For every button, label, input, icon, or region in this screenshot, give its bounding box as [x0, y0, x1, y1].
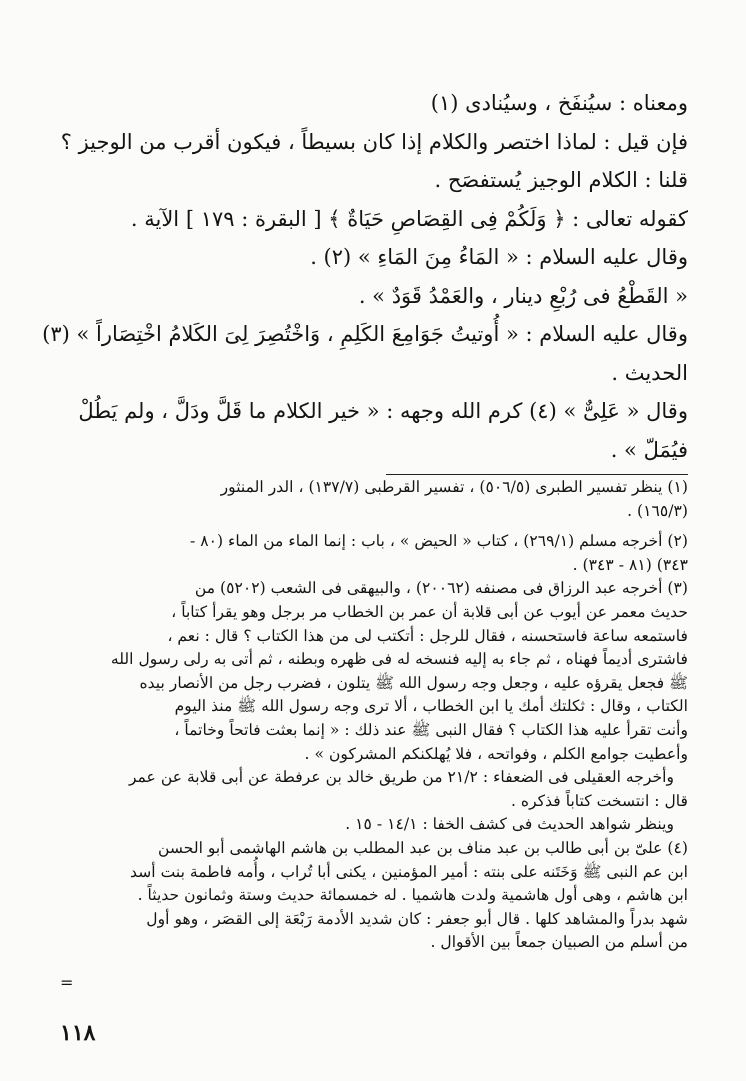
footnote-line: الكتاب ، وقال : ثكلتك أمك يا ابن الخطاب ، ألا ترى وجه رسول الله ﷺ منذ اليوم [174, 697, 688, 716]
main-line: فإن قيل : لماذا اختصر والكلام إذا كان بسيطاً ، فيكون أقرب من الوجيز ؟ [60, 129, 688, 154]
footnote-line: (٢) أخرجه مسلم (٢٦٩/١) ، كتاب « الحيض » ، باب : إنما الماء من الماء (٨٠ - [190, 532, 688, 551]
footnote-line: قال : انتسخت كتاباً فذكره . [510, 791, 688, 810]
main-line: فيُمَلّ » . [610, 437, 688, 462]
footnote-line: ٣٤٣) (٨١ - ٣٤٣) . [572, 555, 688, 574]
main-line: قلنا : الكلام الوجيز يُستفصَح . [434, 168, 688, 192]
footnote-line: ابن عم النبى ﷺ وَخَتَنه على بنته : أمير المؤمنين ، يكنى أبا تُراب ، وأُمه فاطمة بنت أسد [130, 862, 688, 881]
main-line: ومعناه : سيُنفَخ ، وسيُنادى (١) [430, 91, 688, 115]
footnote-line: من أسلم من الصبيان جمعاً بين الأقوال . [430, 933, 688, 952]
footnote-line: فاشترى أديماً فهناه ، ثم جاء به إليه فنسخه له فى ظهره وبطنه ، ثم أتى به رلى رسول الله [110, 650, 688, 669]
main-line: وقال عليه السلام : « المَاءُ مِنَ المَاءِ » (٢) . [310, 245, 688, 269]
main-line: كقوله تعالى : ﴿ وَلَكُمْ فِى القِصَاصِ حَيَاةٌ ﴾ [ البقرة : ١٧٩ ] الآية . [130, 206, 688, 231]
footnote-line: (١٦٥/٣) . [627, 501, 688, 520]
continuation-mark: = [60, 973, 74, 992]
footnote-line: حديث معمر عن أيوب عن أبى قلابة أن عمر بن الخطاب مر برجل وهو يقرأ كتاباً ، [171, 602, 688, 621]
footnotes [58, 476, 688, 955]
footnote-line: وينظر شواهد الحديث فى كشف الخفا : ١٤/١ - ١٥ . [345, 815, 674, 834]
page-number: ١١٨ [60, 1020, 96, 1046]
main-line: وقال عليه السلام : « أُوتيتُ جَوَامِعَ الكَلِمِ ، وَاخْتُصِرَ لِىَ الكَلامُ اخْتِصَاراً » (٣) [42, 322, 688, 346]
footnote-line: (٣) أخرجه عبد الرزاق فى مصنفه (٢٠٠٦٢) ، والبيهقى فى الشعب (٥٢٠٢) من [194, 579, 688, 598]
footnote-line: ﷺ فجعل يقرؤه عليه ، وجعل وجه رسول الله ﷺ يتلون ، فضرب رجل من الأنصار بيده [139, 673, 688, 692]
footnote-line: وأنت تقرأ عليه هذا الكتاب ؟ فقال النبى ﷺ عند ذلك : « إنما بعثت فاتحاً وخاتماً ، [174, 720, 688, 739]
main-line: « القَطْعُ فى رُبْعِ دينار ، والعَمْدُ قَوَدٌ » . [358, 283, 688, 308]
footnote-line: وأعطيت جوامع الكلم ، وفواتحه ، فلا يُهلكنكم المشركون » . [304, 744, 688, 763]
footnote-line: (٤) علىّ بن أبى طالب بن عبد مناف بن عبد المطلب بن هاشم الهاشمى أبو الحسن [157, 838, 688, 857]
footnote-line: (١) ينظر تفسير الطبرى (٥٠٦/٥) ، تفسير القرطبى (١٣٧/٧) ، الدر المنثور [220, 478, 688, 496]
main-line: وقال « عَلِىٌّ » (٤) كرم الله وجهه : « خير الكلام ما قَلَّ ودَلَّ ، ولم يَطُلْ [78, 399, 688, 423]
footnote-line: شهد بدراً والمشاهد كلها . قال أبو جعفر : كان شديد الأدمة رَبْعَة إلى القصَر ، وهو أول [146, 909, 688, 928]
main-text [42, 84, 688, 469]
footnote-separator [386, 474, 688, 475]
footnote-line: ابن هاشم ، وهى أول هاشمية ولدت هاشميا . له خمسمائة حديث وستة وثمانون حديثاً . [137, 886, 688, 905]
footnote-line: وأخرجه العقيلى فى الضعفاء : ٢١/٢ من طريق خالد بن عرفطة عن أبى قلابة عن عمر [128, 768, 674, 787]
main-line: الحديث . [611, 360, 688, 385]
footnote-line: فاستمعه ساعة فاستحسنه ، فقال للرجل : أتكتب لى من هذا الكتاب ؟ قال : نعم ، [167, 626, 688, 645]
